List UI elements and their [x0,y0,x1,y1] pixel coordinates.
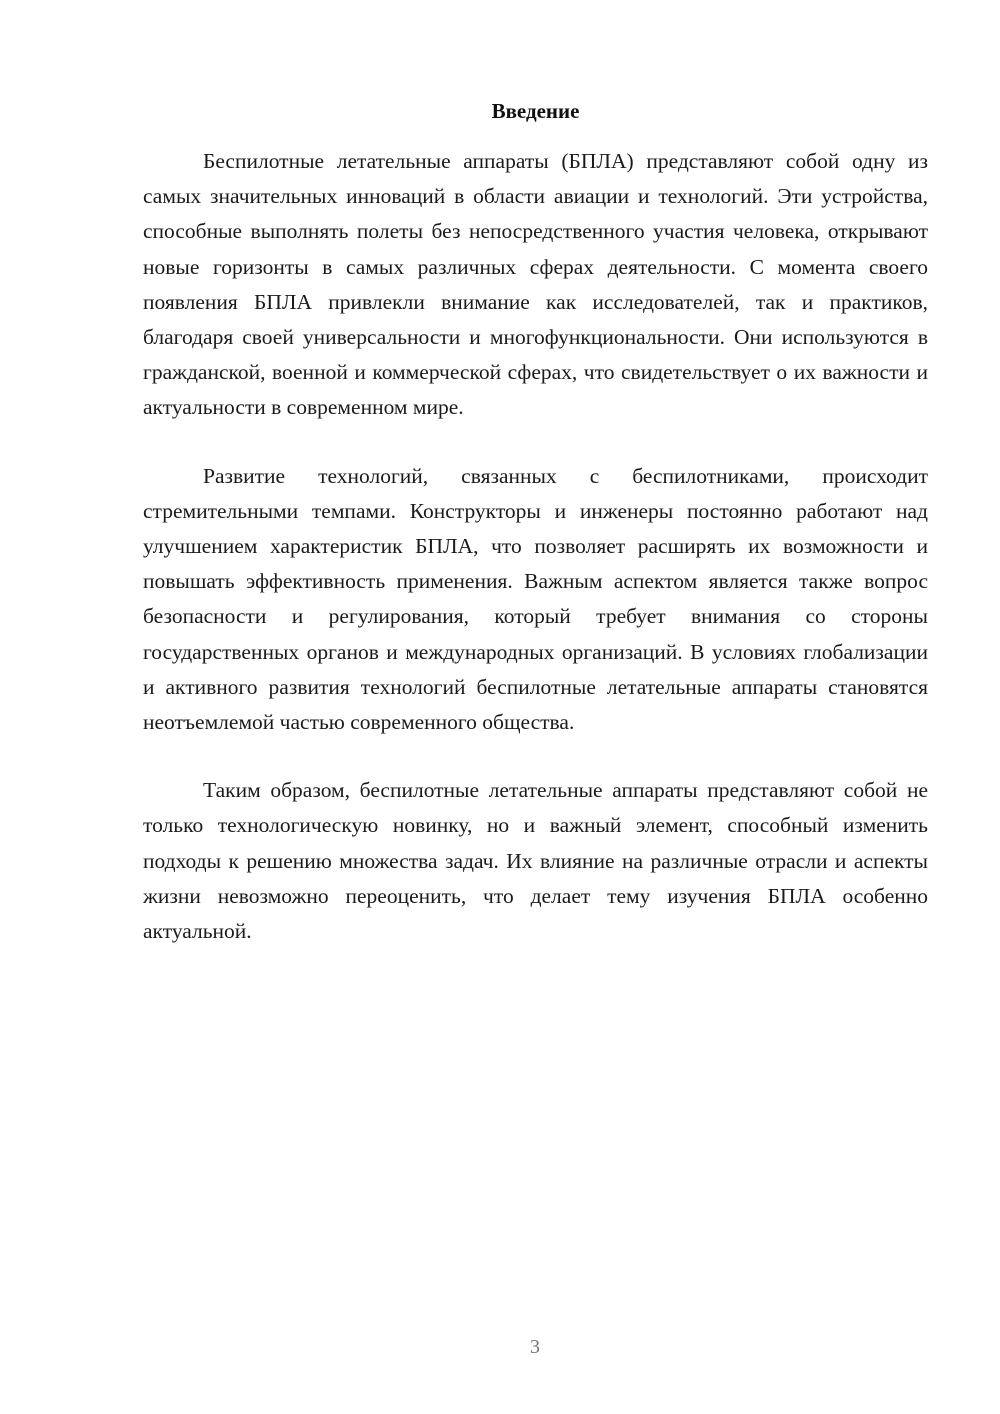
paragraph-2: Развитие технологий, связанных с беспилотниками, происходит стремительными темпами. Конструкторы и инженеры постоянно работают над улучшением характеристик БПЛА, что позволяет расширять их возможности и повышать эффективность применения. Важным аспектом является также вопрос безопасности и регулирования, который требует внимания со стороны государственных органов и международных организаций. В условиях глобализации и активного развития технологий беспилотные летательные аппараты становятся неотъемлемой частью современного общества. [143,463,928,735]
page-number: 3 [530,1336,540,1358]
page-content [143,96,928,982]
paragraph-3: Таким образом, беспилотные летательные аппараты представляют собой не только технологическую новинку, но и важный элемент, способный изменить подходы к решению множества задач. Их влияние на различные отрасли и аспекты жизни невозможно переоценить, что делает тему изучения БПЛА особенно актуальной. [143,778,928,944]
section-title: Введение [491,99,580,123]
paragraph-1: Беспилотные летательные аппараты (БПЛА) представляют собой одну из самых значительных инноваций в области авиации и технологий. Эти устройства, способные выполнять полеты без непосредственного участия человека, открывают новые горизонты в самых различных сферах деятельности. С момента своего появления БПЛА привлекли внимание как исследователей, так и практиков, благодаря своей универсальности и многофункциональности. Они используются в гражданской, военной и коммерческой сферах, что свидетельствует о их важности и актуальности в современном мире. [143,149,928,420]
